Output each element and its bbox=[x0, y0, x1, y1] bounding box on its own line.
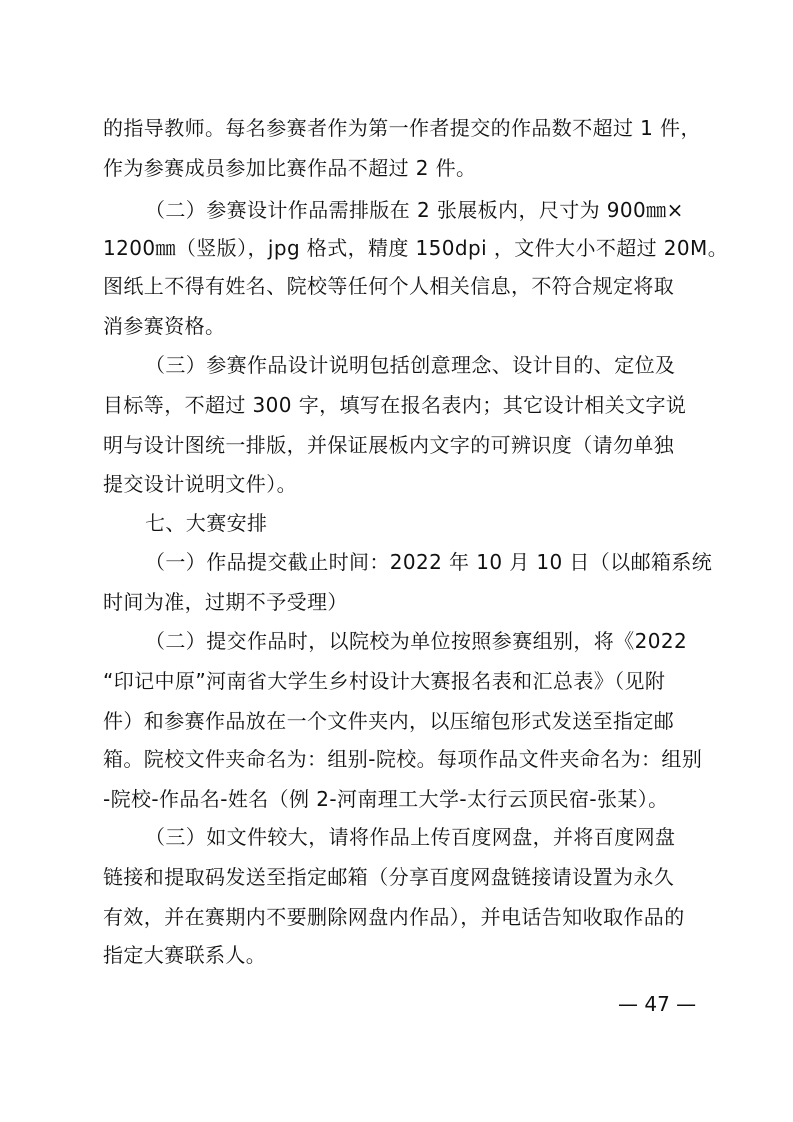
text-line: 消参赛资格。 bbox=[103, 314, 226, 338]
text-line: 有效，并在赛期内不要删除网盘内作品），并电话告知收取作品的 bbox=[103, 905, 685, 929]
text-line: 件）和参赛作品放在一个文件夹内，以压缩包形式发送至指定邮 bbox=[103, 709, 675, 733]
section-heading: 七、大赛安排 bbox=[145, 511, 268, 535]
text-line: 1200㎜（竖版），jpg 格式，精度 150dpi ，文件大小不超过 20M。 bbox=[103, 236, 729, 260]
text-line: 提交设计说明文件）。 bbox=[103, 472, 297, 496]
text-line: 作为参赛成员参加比赛作品不超过 2 件。 bbox=[103, 156, 477, 180]
text-line: 箱。院校文件夹命名为：组别-院校。每项作品文件夹命名为：组别 bbox=[103, 747, 703, 771]
text-line: 时间为准，过期不予受理） bbox=[103, 590, 348, 614]
text-line: 链接和提取码发送至指定邮箱（分享百度网盘链接请设置为永久 bbox=[103, 865, 675, 889]
text-line: （二）提交作品时，以院校为单位按照参赛组别，将《2022 bbox=[145, 629, 688, 653]
text-line: 目标等，不超过 300 字，填写在报名表内；其它设计相关文字说 bbox=[103, 393, 687, 417]
text-line: “印记中原”河南省大学生乡村设计大赛报名表和汇总表》（见附 bbox=[103, 669, 666, 693]
text-line: 指定大赛联系人。 bbox=[103, 943, 267, 967]
text-line: 的指导教师。每名参赛者作为第一作者提交的作品数不超过 1 件， bbox=[103, 116, 701, 140]
text-line: （三）参赛作品设计说明包括创意理念、设计目的、定位及 bbox=[145, 353, 676, 377]
text-line: （一）作品提交截止时间：2022 年 10 月 10 日（以邮箱系统 bbox=[145, 550, 713, 574]
text-line: -院校-作品名-姓名（例 2-河南理工大学-太行云顶民宿-张某）。 bbox=[103, 787, 669, 811]
text-line: 明与设计图统一排版，并保证展板内文字的可辨识度（请勿单独 bbox=[103, 433, 675, 457]
text-line: 图纸上不得有姓名、院校等任何个人相关信息，不符合规定将取 bbox=[103, 274, 675, 298]
text-line: （二）参赛设计作品需排版在 2 张展板内，尺寸为 900㎜× bbox=[145, 198, 684, 222]
page-number: — 47 — bbox=[618, 992, 697, 1016]
text-line: （三）如文件较大，请将作品上传百度网盘，并将百度网盘 bbox=[145, 825, 676, 849]
